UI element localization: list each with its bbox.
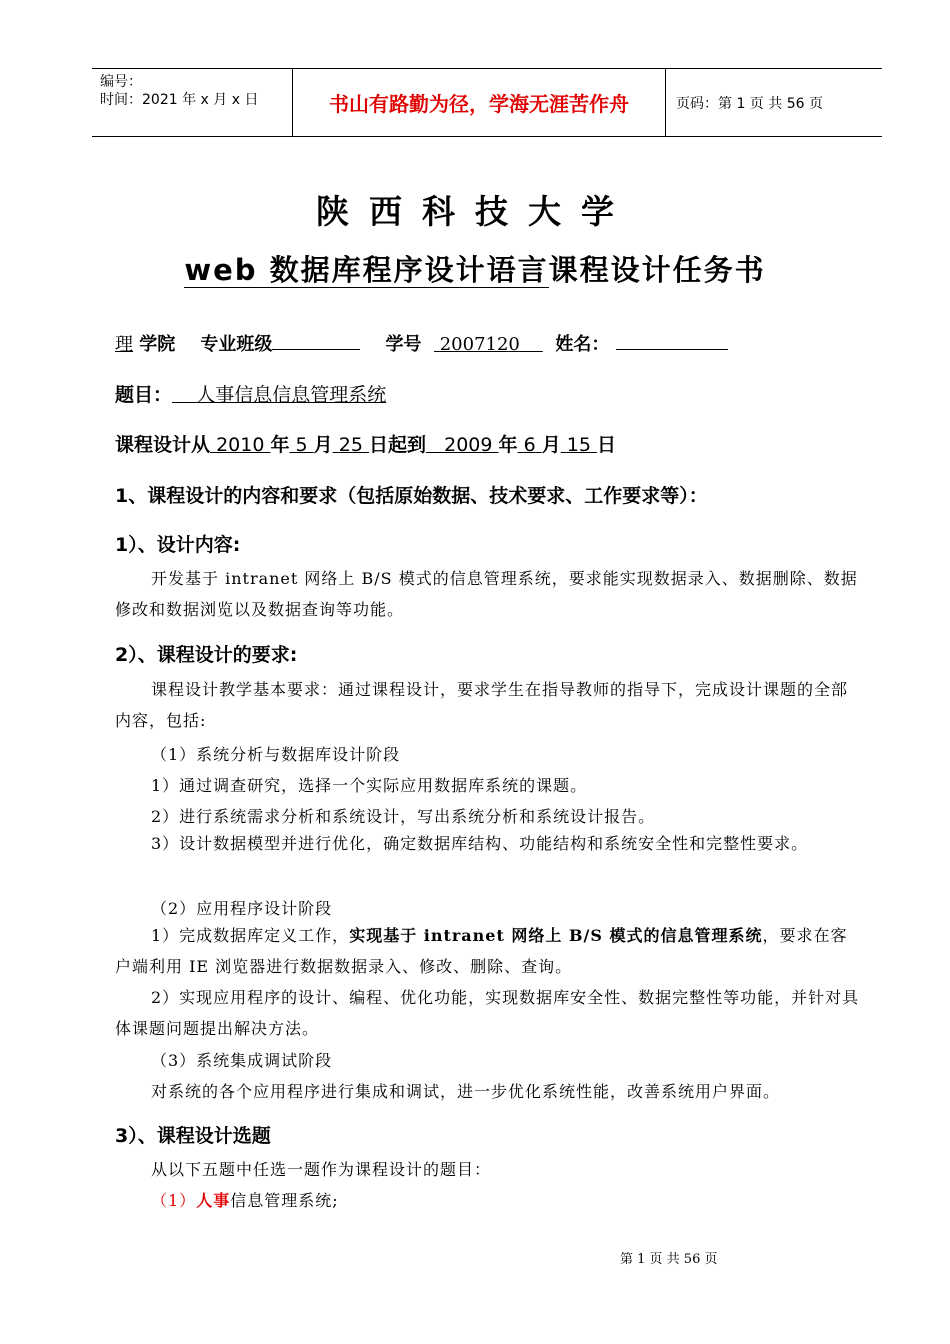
month-label-1: 月 [313,434,333,456]
id-value [434,334,543,355]
end-day [561,434,597,456]
stage-1-heading: （1）系统分析与数据库设计阶段 [151,745,401,764]
topic-selection-paragraph: 从以下五题中任选一题作为课程设计的题目： [151,1160,492,1179]
year-label-1: 年 [270,434,290,456]
section-1-heading: 1、课程设计的内容和要求（包括原始数据、技术要求、工作要求等）： [115,485,708,507]
design-content-paragraph: 开发基于 intranet 网络上 B/S 模式的信息管理系统，要求能实现数据录入、数据删除、数据修改和数据浏览以及数据查询等功能。 [115,569,858,619]
stage-3-paragraph: 对系统的各个应用程序进行集成和调试，进一步优化系统性能，改善系统用户界面。 [151,1082,781,1101]
end-year-text: 2009 [444,434,493,456]
header-meta [100,73,290,109]
dates-line [115,430,616,457]
class-label: 专业班级 [200,334,273,355]
start-month [289,434,313,456]
topic-line [115,380,386,407]
document-header [92,68,882,137]
stage-2-item-1-bold: 实现基于 intranet 网络上 B/S 模式的信息管理系统 [349,926,763,945]
id-value-text: 2007120 [439,334,520,355]
course-title-underlined: web 数据库程序设计语言 [184,253,549,287]
month-label-2: 月 [541,434,561,456]
day-label-1: 日起到 [368,434,426,456]
header-time: 时间：2021 年 x 月 x 日 [100,92,259,108]
student-info-line [115,330,728,356]
stage-2-heading: （2）应用程序设计阶段 [151,899,333,918]
course-title-rest: 课程设计任务书 [548,253,766,287]
header-page-number: 页码：第 1 页 共 56 页 [676,96,823,112]
page-footer: 第 1 页 共 56 页 [620,1252,718,1267]
end-month-text: 6 [523,434,536,456]
start-month-text: 5 [295,434,308,456]
end-year [426,434,499,456]
year-label-2: 年 [498,434,518,456]
option-1-number: （1） [151,1191,197,1210]
stage-1-item-1: 1）通过调查研究，选择一个实际应用数据库系统的课题。 [151,776,588,795]
start-day-text: 25 [338,434,363,456]
stage-1-item-2: 2）进行系统需求分析和系统设计，写出系统分析和系统设计报告。 [151,807,656,826]
day-label-2: 日 [597,434,617,456]
course-title [0,248,950,289]
header-motto: 书山有路勤为径，学海无涯苦作舟 [292,69,666,136]
college-label: 学院 [139,334,176,355]
id-label: 学号 [385,334,422,355]
stage-2-item-1-start: 1）完成数据库定义工作， [151,926,350,945]
option-1-text: 信息管理系统; [230,1191,339,1210]
stage-2-item-2: 2）实现应用程序的设计、编程、优化功能，实现数据库安全性、数据完整性等功能，并针对具体课题问题提出解决方法。 [115,988,860,1038]
topic-value [172,384,386,406]
section-1-2-heading: 2）、课程设计的要求: [115,644,298,666]
name-blank [616,348,728,350]
start-year [210,434,270,456]
start-day [333,434,369,456]
section-1-3-heading: 3）、课程设计选题 [115,1125,271,1147]
topic-value-text: 人事信息信息管理系统 [196,384,387,406]
start-year-text: 2010 [216,434,265,456]
university-title: 陕西科技大学 [316,192,634,231]
end-day-text: 15 [566,434,591,456]
stage-2-item-1-end: ，要求在客户端利用 IE 浏览器进行数据数据录入、修改、删除、查询。 [115,926,848,976]
topic-option-1 [151,1188,339,1211]
name-label: 姓名： [555,334,610,355]
stage-1-item-3: 3）设计数据模型并进行优化，确定数据库结构、功能结构和系统安全性和完整性要求。 [151,834,809,853]
option-1-bold: 人事 [196,1191,231,1210]
class-blank [272,348,360,350]
section-1-1-heading: 1）、设计内容: [115,534,241,556]
header-serial: 编号： [100,74,142,90]
dates-prefix: 课程设计从 [115,434,211,456]
topic-label: 题目： [115,384,173,406]
requirements-paragraph: 课程设计教学基本要求：通过课程设计，要求学生在指导教师的指导下，完成设计课题的全部内容，包括: [115,680,849,730]
stage-2-item-1 [115,920,860,982]
stage-3-heading: （3）系统集成调试阶段 [151,1051,333,1070]
end-month [518,434,542,456]
college-value: 理 [115,334,133,355]
